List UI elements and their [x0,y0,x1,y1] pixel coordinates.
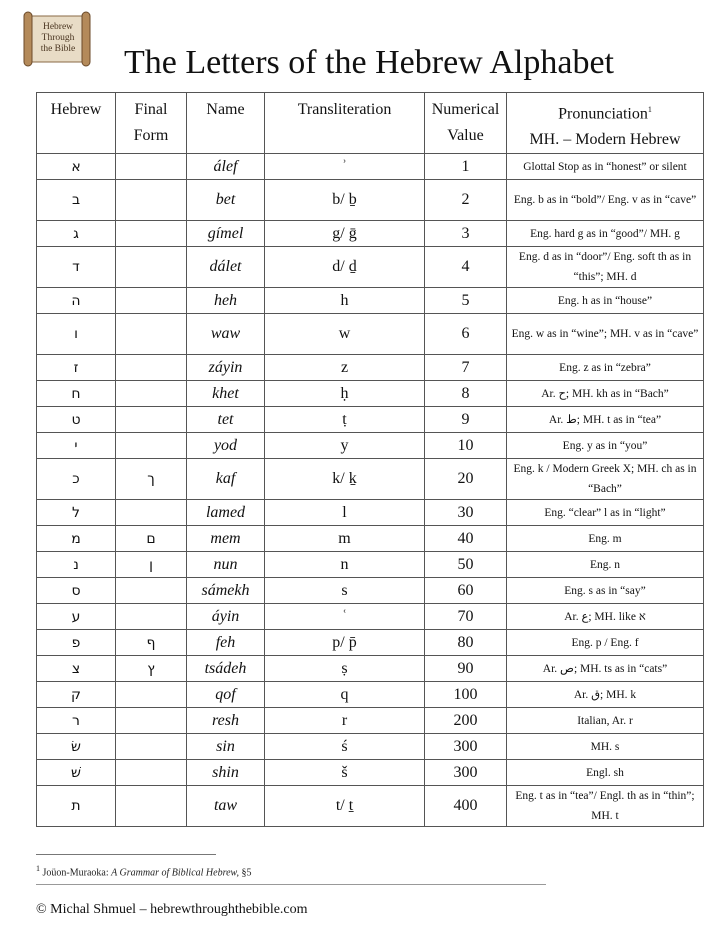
hebrew-letter-cell: ס [37,578,116,604]
hebrew-letter-cell: ה [37,288,116,314]
hebrew-letter-cell: ק [37,682,116,708]
numerical-value-cell: 40 [425,526,507,552]
header-hebrew: Hebrew [37,93,116,154]
letter-name-cell: khet [187,381,265,407]
hebrew-letter-cell: ר [37,708,116,734]
header-numerical-value: Numerical Value [425,93,507,154]
letter-name-cell: záyin [187,355,265,381]
logo [22,10,92,68]
final-form-cell [116,407,187,433]
pronunciation-cell: Eng. h as in “house” [507,288,704,314]
table-row [37,552,704,578]
transliteration-cell: q [265,682,425,708]
final-form-cell [116,288,187,314]
pronunciation-cell: Eng. b as in “bold”/ Eng. v as in “cave” [507,180,704,221]
hebrew-letter-cell: שׂ [37,734,116,760]
logo-text: Hebrew Through the Bible [40,22,76,54]
table-row [37,355,704,381]
table-header-row [37,93,704,154]
transliteration-cell: s [265,578,425,604]
copyright: © Michal Shmuel – hebrewthroughthebible.com [36,902,308,917]
pronunciation-cell: Ar. ط; MH. t as in “tea” [507,407,704,433]
letter-name-cell: waw [187,314,265,355]
numerical-value-cell: 3 [425,221,507,247]
numerical-value-cell: 100 [425,682,507,708]
transliteration-cell: w [265,314,425,355]
final-form-cell [116,500,187,526]
transliteration-cell: p/ p̄ [265,630,425,656]
table-row [37,656,704,682]
final-form-cell [116,221,187,247]
hebrew-letter-cell: פ [37,630,116,656]
hebrew-letter-cell: מ [37,526,116,552]
table-row [37,734,704,760]
numerical-value-cell: 70 [425,604,507,630]
letter-name-cell: bet [187,180,265,221]
transliteration-cell: b/ ḇ [265,180,425,221]
header-final-form: Final Form [116,93,187,154]
table-row [37,154,704,180]
table-row [37,433,704,459]
pronunciation-cell: Engl. sh [507,760,704,786]
hebrew-letter-cell: ט [37,407,116,433]
letter-name-cell: sámekh [187,578,265,604]
final-form-cell: ם [116,526,187,552]
numerical-value-cell: 200 [425,708,507,734]
letter-name-cell: kaf [187,459,265,500]
final-form-cell [116,314,187,355]
numerical-value-cell: 400 [425,786,507,827]
final-form-cell [116,433,187,459]
transliteration-cell: š [265,760,425,786]
table-row [37,760,704,786]
transliteration-cell: y [265,433,425,459]
final-form-cell [116,180,187,221]
numerical-value-cell: 5 [425,288,507,314]
footer-rule [36,884,546,885]
transliteration-cell: m [265,526,425,552]
footnote: $^1$ Joüon-Muraoka: A Grammar of Biblical Hebrew, §5 [36,864,252,879]
pronunciation-cell: Eng. m [507,526,704,552]
hebrew-letter-cell: ז [37,355,116,381]
letter-name-cell: nun [187,552,265,578]
letter-name-cell: sin [187,734,265,760]
table-row [37,381,704,407]
numerical-value-cell: 60 [425,578,507,604]
transliteration-cell: n [265,552,425,578]
transliteration-cell: ś [265,734,425,760]
letter-name-cell: tsádeh [187,656,265,682]
letter-name-cell: resh [187,708,265,734]
hebrew-letter-cell: כ [37,459,116,500]
final-form-cell [116,760,187,786]
hebrew-letter-cell: נ [37,552,116,578]
final-form-cell [116,247,187,288]
letter-name-cell: taw [187,786,265,827]
pronunciation-cell: Eng. t as in “tea”/ Engl. th as in “thin”; MH. t [507,786,704,827]
final-form-cell [116,734,187,760]
transliteration-cell: ṣ [265,656,425,682]
numerical-value-cell: 80 [425,630,507,656]
header-pronunciation: Pronunciation$^1$ MH. – Modern Hebrew [507,93,704,154]
transliteration-cell: r [265,708,425,734]
table-row [37,708,704,734]
table-row [37,459,704,500]
numerical-value-cell: 8 [425,381,507,407]
table-row [37,682,704,708]
letter-name-cell: yod [187,433,265,459]
final-form-cell [116,604,187,630]
pronunciation-cell: Eng. w as in “wine”; MH. v as in “cave” [507,314,704,355]
final-form-cell [116,578,187,604]
hebrew-letter-cell: שׁ [37,760,116,786]
table-row [37,314,704,355]
letter-name-cell: heh [187,288,265,314]
final-form-cell: ך [116,459,187,500]
numerical-value-cell: 10 [425,433,507,459]
numerical-value-cell: 20 [425,459,507,500]
header-name: Name [187,93,265,154]
pronunciation-cell: MH. s [507,734,704,760]
numerical-value-cell: 50 [425,552,507,578]
pronunciation-cell: Eng. y as in “you” [507,433,704,459]
pronunciation-cell: Eng. p / Eng. f [507,630,704,656]
table-row [37,247,704,288]
hebrew-letter-cell: ג [37,221,116,247]
letter-name-cell: qof [187,682,265,708]
transliteration-cell: z [265,355,425,381]
numerical-value-cell: 30 [425,500,507,526]
letter-name-cell: áyin [187,604,265,630]
table-row [37,786,704,827]
letter-name-cell: tet [187,407,265,433]
pronunciation-cell: Eng. z as in “zebra” [507,355,704,381]
numerical-value-cell: 1 [425,154,507,180]
pronunciation-cell: Eng. s as in “say” [507,578,704,604]
pronunciation-cell: Glottal Stop as in “honest” or silent [507,154,704,180]
transliteration-cell: g/ ḡ [265,221,425,247]
table-row [37,526,704,552]
pronunciation-cell: Ar. ق; MH. k [507,682,704,708]
hebrew-letter-cell: ל [37,500,116,526]
table-row [37,578,704,604]
final-form-cell: ץ [116,656,187,682]
final-form-cell [116,708,187,734]
numerical-value-cell: 2 [425,180,507,221]
pronunciation-cell: Ar. ع; MH. like א [507,604,704,630]
hebrew-letter-cell: ב [37,180,116,221]
table-row [37,630,704,656]
hebrew-letter-cell: י [37,433,116,459]
numerical-value-cell: 9 [425,407,507,433]
pronunciation-cell: Eng. hard g as in “good”/ MH. g [507,221,704,247]
transliteration-cell: ʿ [265,604,425,630]
transliteration-cell: l [265,500,425,526]
final-form-cell: ן [116,552,187,578]
page-title: The Letters of the Hebrew Alphabet [124,44,614,81]
letter-name-cell: shin [187,760,265,786]
alphabet-table [36,92,704,827]
hebrew-letter-cell: ת [37,786,116,827]
table-row [37,221,704,247]
final-form-cell [116,381,187,407]
letter-name-cell: feh [187,630,265,656]
transliteration-cell: k/ ḵ [265,459,425,500]
pronunciation-cell: Ar. ص; MH. ts as in “cats” [507,656,704,682]
pronunciation-cell: Eng. d as in “door”/ Eng. soft th as in “this”; MH. d [507,247,704,288]
numerical-value-cell: 7 [425,355,507,381]
final-form-cell [116,682,187,708]
letter-name-cell: gímel [187,221,265,247]
hebrew-letter-cell: ד [37,247,116,288]
header-transliteration: Transliteration [265,93,425,154]
transliteration-cell: ḥ [265,381,425,407]
pronunciation-cell: Eng. “clear” l as in “light” [507,500,704,526]
pronunciation-cell: Eng. k / Modern Greek X; MH. ch as in “Bach” [507,459,704,500]
transliteration-cell: ʾ [265,154,425,180]
hebrew-letter-cell: א [37,154,116,180]
table-row [37,604,704,630]
letter-name-cell: álef [187,154,265,180]
transliteration-cell: d/ ḏ [265,247,425,288]
table-row [37,407,704,433]
numerical-value-cell: 6 [425,314,507,355]
pronunciation-cell: Eng. n [507,552,704,578]
final-form-cell: ף [116,630,187,656]
table-row [37,288,704,314]
final-form-cell [116,355,187,381]
final-form-cell [116,154,187,180]
hebrew-letter-cell: ע [37,604,116,630]
footnote-rule [36,854,216,855]
hebrew-letter-cell: ח [37,381,116,407]
table-row [37,180,704,221]
letter-name-cell: lamed [187,500,265,526]
letter-name-cell: mem [187,526,265,552]
pronunciation-cell: Italian, Ar. r [507,708,704,734]
hebrew-letter-cell: ו [37,314,116,355]
pronunciation-cell: Ar. ح; MH. kh as in “Bach” [507,381,704,407]
numerical-value-cell: 4 [425,247,507,288]
transliteration-cell: t/ ṯ [265,786,425,827]
table-row [37,500,704,526]
letter-name-cell: dálet [187,247,265,288]
transliteration-cell: h [265,288,425,314]
final-form-cell [116,786,187,827]
hebrew-letter-cell: צ [37,656,116,682]
numerical-value-cell: 300 [425,760,507,786]
numerical-value-cell: 300 [425,734,507,760]
transliteration-cell: ṭ [265,407,425,433]
numerical-value-cell: 90 [425,656,507,682]
